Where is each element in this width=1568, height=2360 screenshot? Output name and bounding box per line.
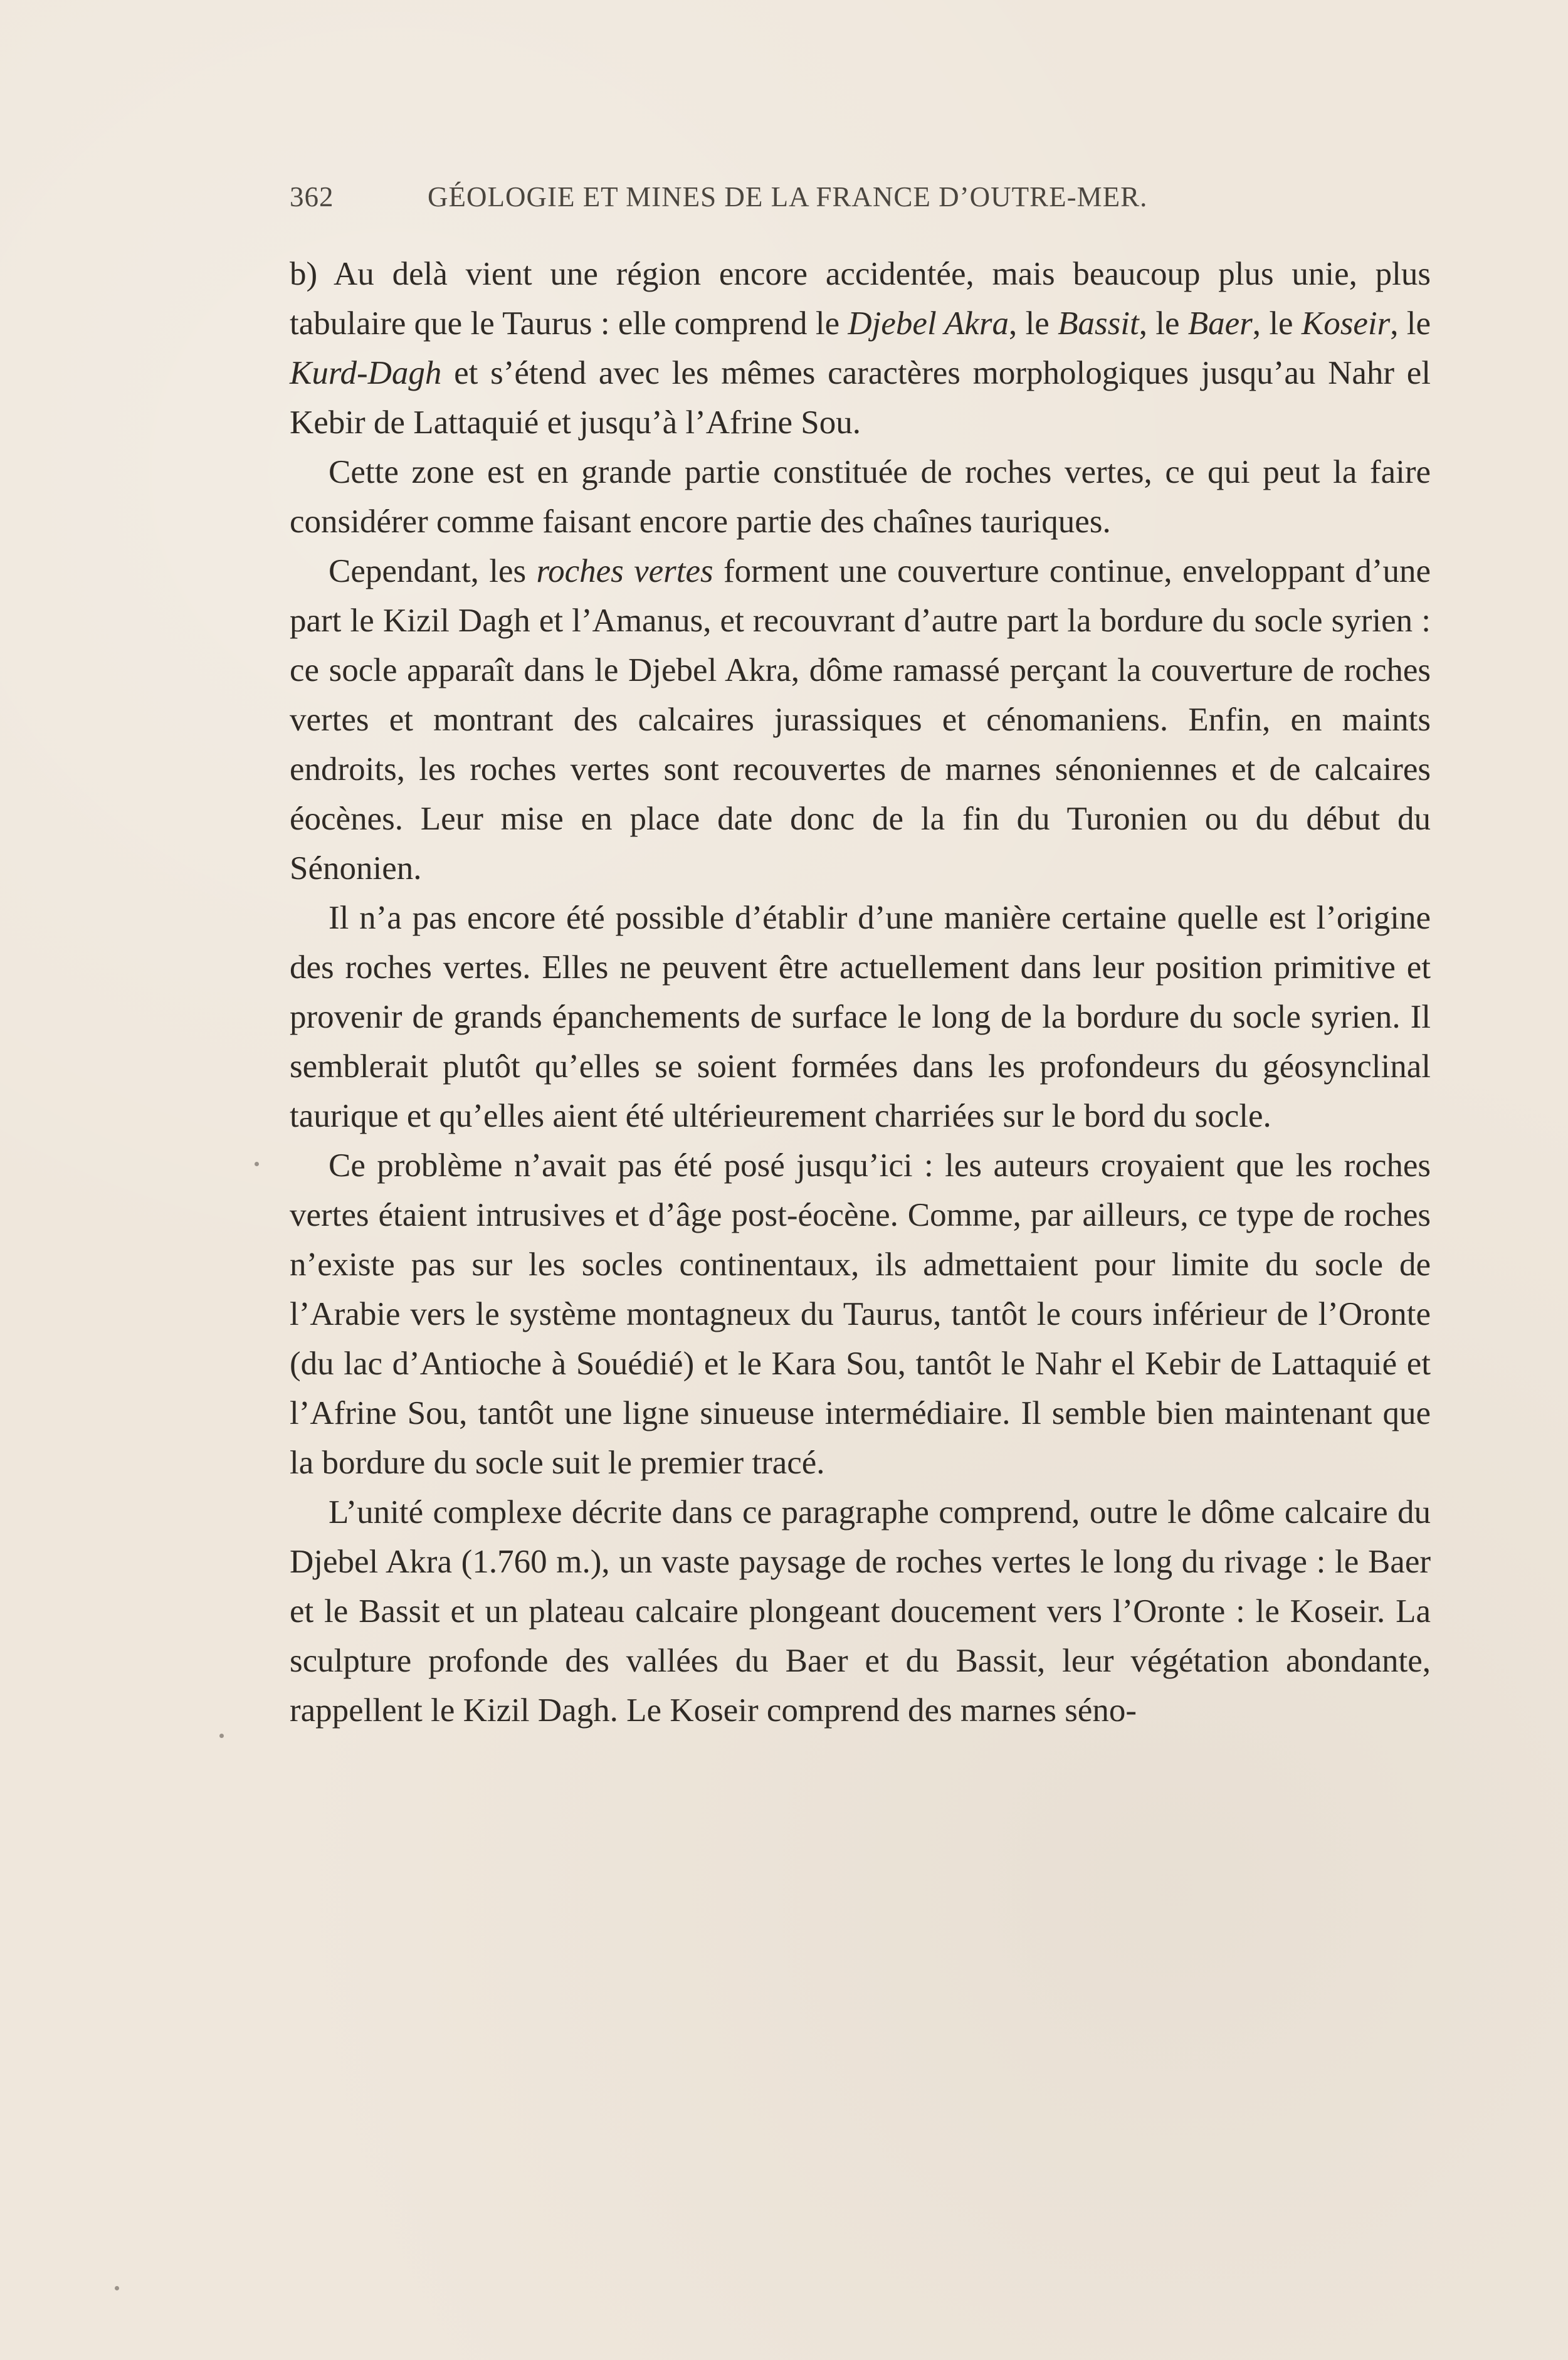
paragraph-5: Ce problème n’avait pas été posé jusqu’ici : les auteurs croyaient que les roches vertes étaient intrusives et d’âge post-éocène. Comme, par ailleurs, ce type de roches n’existe pas sur les socles continentaux, ils admettaient pour limite du socle de l’Arabie vers le système montagneux du Taurus, tantôt le cours inférieur de l’Oronte (du lac d’Antioche à Souédié) et le Kara Sou, tantôt le Nahr el Kebir de Lattaquié et l’Afrine Sou, tantôt une ligne sinueuse intermédiaire. Il semble bien maintenant que la bordure du socle suit le premier tracé. <box>290 1147 1431 1481</box>
paragraph-1-part-3: , le <box>1139 305 1188 342</box>
paragraph-3-part-2: forment une couverture continue, enveloppant d’une part le Kizil Dagh et l’Amanus, et recouvrant d’autre part la bordure du socle syrien : ce socle apparaît dans le Djebel Akra, dôme ramassé perçant la couverture de roches vertes et montrant des calcaires jurassiques et cénomaniens. Enfin, en maints endroits, les roches vertes sont recouvertes de marnes sénoniennes et de calcaires éocènes. Leur mise en place date donc de la fin du Turonien ou du début du Sénonien. <box>290 553 1431 887</box>
paragraph-1-part-5: , le <box>1390 305 1431 342</box>
paragraph-1-part-6: et s’étend avec les mêmes caractères morphologiques jusqu’au Nahr el Kebir de Lattaquié et jusqu’à l’Afrine Sou. <box>290 355 1431 441</box>
place-name-kurd-dagh: Kurd-Dagh <box>290 355 442 391</box>
running-title: GÉOLOGIE ET MINES DE LA FRANCE D’OUTRE-MER. <box>428 181 1148 213</box>
paragraph-6: L’unité complexe décrite dans ce paragraphe comprend, outre le dôme calcaire du Djebel Akra (1.760 m.), un vaste paysage de roches vertes le long du rivage : le Baer et le Bassit et un plateau calcaire plongeant doucement vers l’Oronte : le Koseir. La sculpture profonde des vallées du Baer et du Bassit, leur végétation abondante, rappellent le Kizil Dagh. Le Koseir comprend des marnes séno- <box>290 1494 1431 1729</box>
page-header <box>290 181 1431 213</box>
paper-speck <box>255 1162 259 1166</box>
italic-roches-vertes: roches vertes <box>536 553 713 589</box>
place-name-baer: Baer <box>1187 305 1253 342</box>
paragraph-2: Cette zone est en grande partie constituée de roches vertes, ce qui peut la faire considérer comme faisant encore partie des chaînes tauriques. <box>290 454 1431 540</box>
paragraph-3 <box>290 547 1431 893</box>
paragraph-3-part-1: Cependant, les <box>329 553 537 589</box>
paragraph-1-part-4: , le <box>1252 305 1302 342</box>
page-content <box>290 181 1431 1736</box>
place-name-bassit: Bassit <box>1058 305 1139 342</box>
paragraph-1-part-1: b) Au delà vient une région encore accidentée, mais beaucoup plus unie, plus tabulaire que le Taurus : elle comprend le <box>290 256 1431 342</box>
paper-speck <box>115 2286 119 2290</box>
body-text <box>290 250 1431 1736</box>
paper-speck <box>219 1734 224 1738</box>
place-name-koseir: Koseir <box>1301 305 1391 342</box>
paragraph-1 <box>290 250 1431 448</box>
page-number: 362 <box>290 181 334 213</box>
paragraph-1-part-2: , le <box>1009 305 1058 342</box>
place-name-djebel-akra: Djebel Akra <box>848 305 1009 342</box>
paragraph-4: Il n’a pas encore été possible d’établir d’une manière certaine quelle est l’origine des roches vertes. Elles ne peuvent être actuellement dans leur position primitive et provenir de grands épanchements de surface le long de la bordure du socle syrien. Il semblerait plutôt qu’elles se soient formées dans les profondeurs du géosynclinal taurique et qu’elles aient été ultérieurement charriées sur le bord du socle. <box>290 900 1431 1134</box>
